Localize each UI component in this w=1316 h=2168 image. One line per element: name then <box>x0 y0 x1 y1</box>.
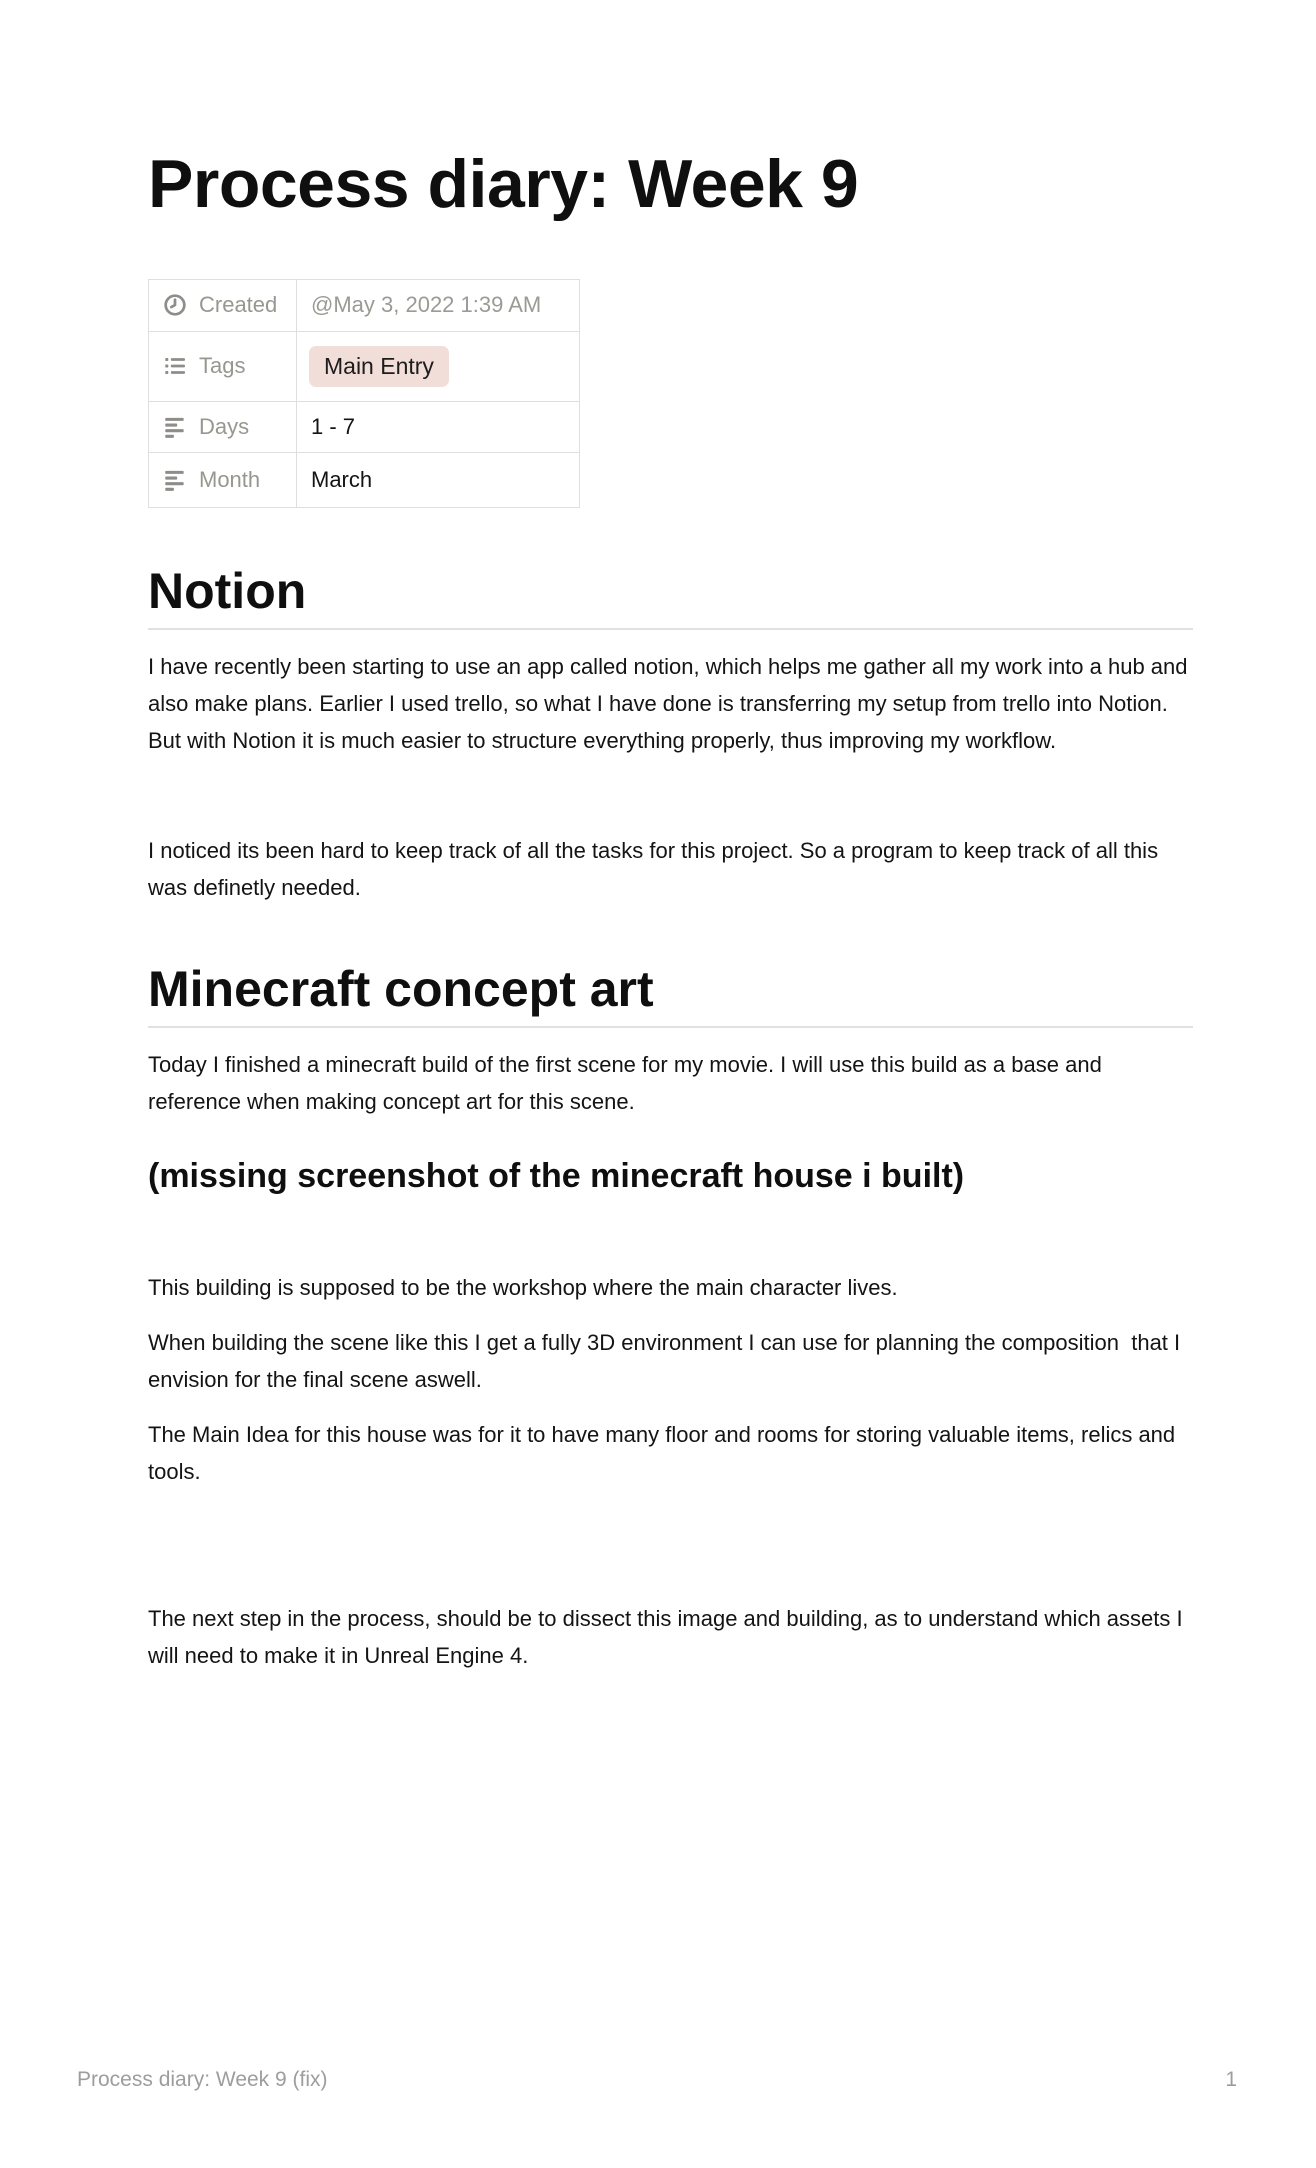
paragraph: When building the scene like this I get a fully 3D environment I can use for planning the composition that I envision for the final scene aswell. <box>148 1330 1187 1393</box>
paragraph: I noticed its been hard to keep track of all the tasks for this project. So a program to keep track of all this was definetly needed. <box>148 837 1165 900</box>
paragraph: The next step in the process, should be to dissect this image and building, as to understand which assets I will need to make it in Unreal Engine 4. <box>148 1606 1189 1669</box>
tag-main-entry: Main Entry <box>309 346 449 387</box>
section-heading-notion: Notion <box>148 562 307 619</box>
property-value-cell <box>297 279 580 331</box>
property-label: Month <box>199 466 261 492</box>
property-label: Days <box>199 413 250 439</box>
clock-icon <box>162 292 188 318</box>
paragraph: Today I finished a minecraft build of the first scene for my movie. I will use this build as a base and reference when making concept art for this scene. <box>148 1051 1108 1114</box>
created-date-value: @May 3, 2022 1:39 AM <box>311 292 542 318</box>
sub-heading-missing-screenshot: (missing screenshot of the minecraft house i built) <box>148 1156 965 1195</box>
section-heading-minecraft: Minecraft concept art <box>148 960 654 1017</box>
text-icon <box>162 467 188 493</box>
section-divider <box>148 1026 1193 1028</box>
footer-page-number: 1 <box>1225 2068 1237 2091</box>
property-label-cell <box>149 452 297 507</box>
property-row-created <box>149 279 580 331</box>
blank-line <box>148 777 1193 814</box>
property-value-cell <box>297 401 580 452</box>
month-value: March <box>311 466 373 492</box>
property-label-cell <box>149 331 297 401</box>
footer-document-title: Process diary: Week 9 (fix) <box>77 2068 328 2091</box>
property-row-days <box>149 401 580 452</box>
page-title: Process diary: Week 9 <box>148 146 859 222</box>
property-row-month <box>149 452 580 507</box>
property-row-tags <box>149 331 580 401</box>
section-divider <box>148 628 1193 630</box>
property-label: Created <box>199 292 278 318</box>
blank-line <box>148 1214 1193 1251</box>
bulleted-list-icon <box>162 353 188 379</box>
property-label: Tags <box>199 353 246 379</box>
property-label-cell <box>149 401 297 452</box>
page-footer <box>77 2068 1237 2092</box>
text-icon <box>162 414 188 440</box>
paragraph: I have recently been starting to use an app called notion, which helps me gather all my work into a hub and also make plans. Earlier I used trello, so what I have done is transferring my setup from trello into Notion. But with Notion it is much easier to structure everything properly, thus improving my workflow. <box>148 653 1194 753</box>
property-value-cell <box>297 452 580 507</box>
property-label-cell <box>149 279 297 331</box>
days-value: 1 - 7 <box>311 413 356 439</box>
paragraph: The Main Idea for this house was for it to have many floor and rooms for storing valuable items, relics and tools. <box>148 1422 1182 1485</box>
blank-lines <box>148 1508 1193 1582</box>
property-value-cell <box>297 331 580 401</box>
properties-table <box>148 279 580 508</box>
paragraph: This building is supposed to be the workshop where the main character lives. <box>148 1275 898 1301</box>
